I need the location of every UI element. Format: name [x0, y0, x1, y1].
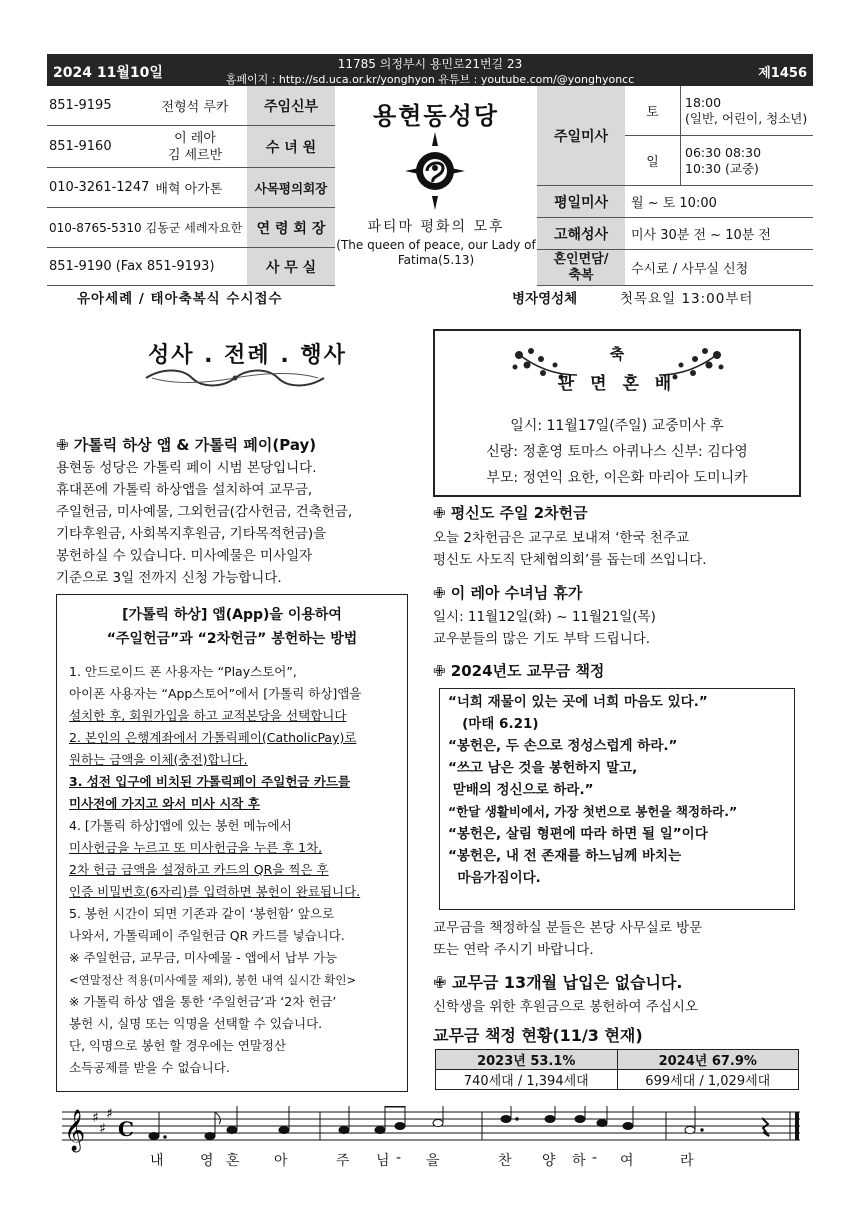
collection-body — [433, 527, 707, 571]
staff-phone: 851-9195 — [49, 98, 112, 113]
cross-icon: ✙ — [56, 436, 74, 454]
weekday-mass-value: 월 ~ 토 10:00 — [625, 186, 813, 218]
lyric-syllable: 찬 — [498, 1153, 512, 1169]
leave-body — [433, 606, 656, 650]
svg-text:𝄞: 𝄞 — [64, 1110, 86, 1151]
quote-line: 마음가짐이다. — [448, 870, 541, 886]
staff-role: 사목평의회장 — [247, 168, 335, 208]
wedding-value: 수시로 / 사무실 신청 — [625, 250, 813, 286]
sick-communion-label: 병자영성체 — [512, 291, 578, 307]
cross-icon: ✙ — [433, 584, 451, 602]
thirteen-body: 신학생을 위한 후원금으로 봉헌하여 주십시오 — [433, 999, 698, 1015]
sunday-mass-label: 주일미사 — [537, 86, 625, 186]
lyric-syllable: - — [592, 1150, 598, 1166]
staff-names — [143, 130, 247, 164]
wedding-couple: 신랑: 정훈영 토마스 아퀴나스 신부: 김다영 — [486, 444, 748, 460]
staff-row-2 — [47, 126, 247, 168]
staff-phone: 010-3261-1247 — [49, 180, 150, 195]
issue-date: 2024 11월10일 — [53, 65, 163, 81]
quote-line: “너희 재물이 있는 곳에 너희 마음도 있다.” — [448, 694, 708, 710]
lyric-syllable: 라 — [680, 1153, 694, 1169]
wedding-announcement — [433, 329, 801, 497]
lyric-syllable: 양 — [542, 1153, 556, 1169]
baptism-notice: 유아세례 / 태아축복식 수시접수 — [77, 291, 283, 307]
pay-line: 기타후원금, 사회복지후원금, 기타목적헌금)을 — [56, 526, 327, 542]
flourish-ornament-icon — [142, 366, 328, 390]
table-row — [436, 1050, 799, 1070]
lyric-syllable: 내 — [150, 1153, 164, 1169]
howto-title-1: [가톨릭 하상] 앱(App)을 이용하여 — [122, 607, 342, 623]
status-value-2024: 699세대 / 1,029세대 — [617, 1070, 799, 1090]
thirteen-title: 교무금 13개월 납입은 없습니다. — [451, 973, 683, 992]
saturday-time: 18:00 — [685, 94, 722, 110]
staff-phone: 851-9160 — [49, 139, 112, 154]
dues-line: 교무금을 책정하실 분들은 본당 사무실로 방문 — [433, 920, 703, 936]
dues-title: 2024년도 교무금 책정 — [450, 662, 605, 680]
sunday-time-early: 06:30 08:30 — [685, 144, 762, 160]
header-bar — [47, 54, 813, 86]
lyric-syllable: 하 — [572, 1153, 586, 1169]
confession-label: 고해성사 — [537, 218, 625, 250]
svg-text:♯: ♯ — [92, 1110, 99, 1126]
lyric-syllable: - — [396, 1150, 402, 1166]
howto-line: 단, 익명으로 봉헌 할 경우에는 연말정산 — [69, 1038, 287, 1053]
sick-communion-value: 첫목요일 13:00부터 — [620, 291, 754, 307]
leave-title: 이 레아 수녀님 휴가 — [450, 584, 583, 602]
church-name: 용현동성당 — [373, 102, 499, 130]
dues-status-table — [435, 1049, 799, 1090]
howto-line: 원하는 금액을 이체(충전)합니다. — [69, 752, 248, 767]
status-head-2024: 2024년 67.9% — [617, 1050, 799, 1070]
staff-name: 이 레아 — [174, 130, 216, 146]
lyric-syllable: 영 — [200, 1153, 214, 1169]
wedding-label-line1: 혼인면담/ — [553, 251, 609, 267]
section-title: 성사 . 전례 . 행사 — [148, 343, 347, 368]
howto-line: 3. 성전 입구에 비치된 가톨릭페이 주일헌금 카드를 — [69, 774, 351, 789]
quote-line: “봉헌은, 두 손으로 정성스럽게 하라.” — [448, 738, 678, 754]
pay-line: 주일헌금, 미사예물, 그외헌금(감사헌금, 건축헌금, — [56, 504, 353, 520]
collection-heading — [433, 502, 588, 523]
lyric-syllable: 주 — [336, 1153, 350, 1169]
svg-text:C: C — [118, 1117, 134, 1141]
wedding-congrats: 축 — [609, 345, 625, 363]
staff-name-2: 김 세르반 — [167, 147, 223, 163]
leave-heading — [433, 582, 582, 603]
quote-line: “봉헌은, 살림 형편에 따라 하면 될 일”이다 — [448, 826, 708, 842]
staff-row-1 — [47, 86, 247, 126]
howto-line: 소득공제를 받을 수 없습니다. — [69, 1060, 230, 1075]
status-head-2023: 2023년 53.1% — [436, 1050, 618, 1070]
quote-line: “쓰고 남은 것을 봉헌하지 말고, — [448, 760, 638, 776]
howto-line: 5. 봉헌 시간이 되면 기존과 같이 ‘봉헌함’ 앞으로 — [69, 906, 335, 921]
staff-role: 주임신부 — [247, 86, 335, 126]
howto-line: 4. [가톨릭 하상]앱에 있는 봉헌 메뉴에서 — [69, 818, 292, 833]
status-value-2023: 740세대 / 1,394세대 — [436, 1070, 618, 1090]
staff-row-3 — [47, 168, 247, 208]
howto-line: 1. 안드로이드 폰 사용자는 “Play스토어”, — [69, 664, 297, 679]
howto-line: 인증 비밀번호(6자리)를 입력하면 봉헌이 완료됩니다. — [69, 884, 361, 899]
table-row — [436, 1070, 799, 1090]
howto-line: <연말정산 적용(미사예물 제외), 봉헌 내역 실시간 확인> — [69, 973, 357, 987]
wedding-title: 관 면 혼 배 — [557, 374, 677, 394]
staff-name: 전형석 루카 — [161, 100, 229, 115]
lyric-syllable: 여 — [620, 1153, 634, 1169]
howto-line: 나와서, 가톨릭페이 주일헌금 QR 카드를 넣습니다. — [69, 928, 345, 943]
leave-line: 일시: 11월12일(화) ~ 11월21일(목) — [433, 609, 656, 625]
howto-line: 2차 헌금 금액을 설정하고 카드의 QR을 찍은 후 — [69, 862, 329, 877]
howto-title-2: “주일헌금”과 “2차헌금” 봉헌하는 방법 — [106, 631, 358, 647]
svg-text:♯: ♯ — [106, 1106, 113, 1122]
staff-name: 김동군 세례자요한 — [145, 221, 243, 235]
staff-role: 연 령 회 장 — [247, 208, 335, 248]
issue-number: 제1456 — [758, 66, 807, 81]
pay-line: 휴대폰에 가톨릭 하상앱을 설치하여 교무금, — [56, 482, 313, 498]
homepage-line: 홈페이지 : http://sd.uca.or.kr/yonghyon 유튜브 : youtube.com/@yonghyoncc — [225, 73, 635, 86]
dues-body — [433, 917, 702, 961]
howto-steps — [69, 661, 361, 1079]
collection-title: 평신도 주일 2차헌금 — [450, 504, 588, 522]
lyric-syllable: 혼 — [226, 1153, 240, 1169]
leave-line: 교우분들의 많은 기도 부탁 드립니다. — [433, 631, 651, 647]
howto-line: ※ 주일헌금, 교무금, 미사예물 - 앱에서 납부 가능 — [69, 950, 338, 965]
staff-row-5 — [47, 248, 247, 286]
status-title: 교무금 책정 현황(11/3 현재) — [433, 1026, 643, 1045]
sunday-time-main: 10:30 (교중) — [685, 160, 759, 176]
howto-line: 2. 본인의 은행계좌에서 가톨릭페이(CatholicPay)로 — [69, 730, 357, 745]
collection-line: 오늘 2차헌금은 교구로 보내져 ‘한국 천주교 — [433, 530, 690, 546]
lyric-syllable: 님 — [376, 1153, 390, 1169]
dues-quotes — [448, 691, 737, 889]
dues-quote-box — [439, 688, 795, 910]
svg-text:♯: ♯ — [99, 1121, 106, 1137]
pay-title: 가톨릭 하상 앱 & 가톨릭 페이(Pay) — [73, 436, 317, 454]
pay-howto-box — [56, 594, 408, 1092]
howto-line: 미사전에 가지고 와서 미사 시작 후 — [69, 796, 260, 811]
wedding-parents: 부모: 정연익 요한, 이은화 마리아 도미니카 — [486, 470, 748, 486]
pay-line: 기준으로 3일 전까지 신청 가능합니다. — [56, 570, 282, 586]
staff-row-4 — [47, 208, 247, 248]
lyric-syllable: 을 — [426, 1153, 440, 1169]
sunday-label: 일 — [625, 136, 681, 186]
church-subtitle: 파티마 평화의 모후 — [367, 219, 505, 235]
cross-icon: ✙ — [433, 662, 451, 680]
collection-line: 평신도 사도직 단체협의회’를 돕는데 쓰입니다. — [433, 552, 707, 568]
howto-line: ※ 가톨릭 하상 앱을 통한 ‘주일헌금’과 ‘2차 헌금’ — [69, 994, 337, 1009]
cross-icon: ✙ — [433, 973, 452, 992]
wedding-when: 일시: 11월17일(주일) 교중미사 후 — [510, 418, 724, 434]
quote-line: “한달 생활비에서, 가장 첫번으로 봉헌을 책정하라.” — [448, 804, 738, 819]
dues-line: 또는 연락 주시기 바랍니다. — [433, 942, 594, 958]
church-emblem-icon — [405, 132, 465, 210]
office-phone: 851-9190 (Fax 851-9193) — [49, 259, 215, 274]
wedding-label — [537, 250, 625, 286]
quote-line: (마태 6.21) — [448, 716, 539, 732]
pay-line: 봉헌하실 수 있습니다. 미사예물은 미사일자 — [56, 548, 313, 564]
quote-line: 맏배의 정신으로 하라.” — [448, 782, 594, 798]
saturday-label: 토 — [625, 86, 681, 136]
staff-name: 배혁 아가톤 — [155, 182, 223, 197]
confession-value: 미사 30분 전 ~ 10분 전 — [625, 218, 813, 250]
quote-line: “봉헌은, 내 전 존재를 하느님께 바치는 — [448, 848, 682, 864]
thirteen-heading — [433, 970, 683, 993]
lyric-syllable: 아 — [274, 1153, 288, 1169]
staff-role: 수 녀 원 — [247, 126, 335, 168]
howto-line: 미사헌금을 누르고 또 미사헌금을 누른 후 1차, — [69, 840, 323, 855]
howto-line: 봉헌 시, 실명 또는 익명을 선택할 수 있습니다. — [69, 1016, 323, 1031]
weekday-mass-label: 평일미사 — [537, 186, 625, 218]
address: 11785 의정부시 용민로21번길 23 — [337, 57, 523, 71]
cross-icon: ✙ — [433, 504, 451, 522]
header-info — [47, 86, 813, 286]
sunday-times — [681, 136, 813, 186]
pay-line: 용현동 성당은 가톨릭 페이 시범 본당입니다. — [56, 460, 317, 476]
dues-heading — [433, 660, 604, 681]
pay-body — [56, 457, 352, 589]
saturday-note: (일반, 어린이, 청소년) — [685, 110, 808, 126]
saturday-times — [681, 86, 813, 136]
staff-phone: 010-8765-5310 — [49, 220, 142, 235]
sacrament-strip — [47, 286, 813, 306]
pay-heading — [56, 434, 316, 455]
howto-line: 설치한 후, 회원가입을 하고 교적본당을 선택합니다 — [69, 708, 347, 723]
howto-line: 아이폰 사용자는 “App스토어”에서 [가톨릭 하상]앱을 — [69, 686, 362, 701]
staff-role: 사 무 실 — [247, 248, 335, 286]
church-english-name: (The queen of peace, our Lady of Fatima(5.13) — [336, 238, 536, 267]
wedding-label-line2: 축복 — [568, 267, 594, 283]
